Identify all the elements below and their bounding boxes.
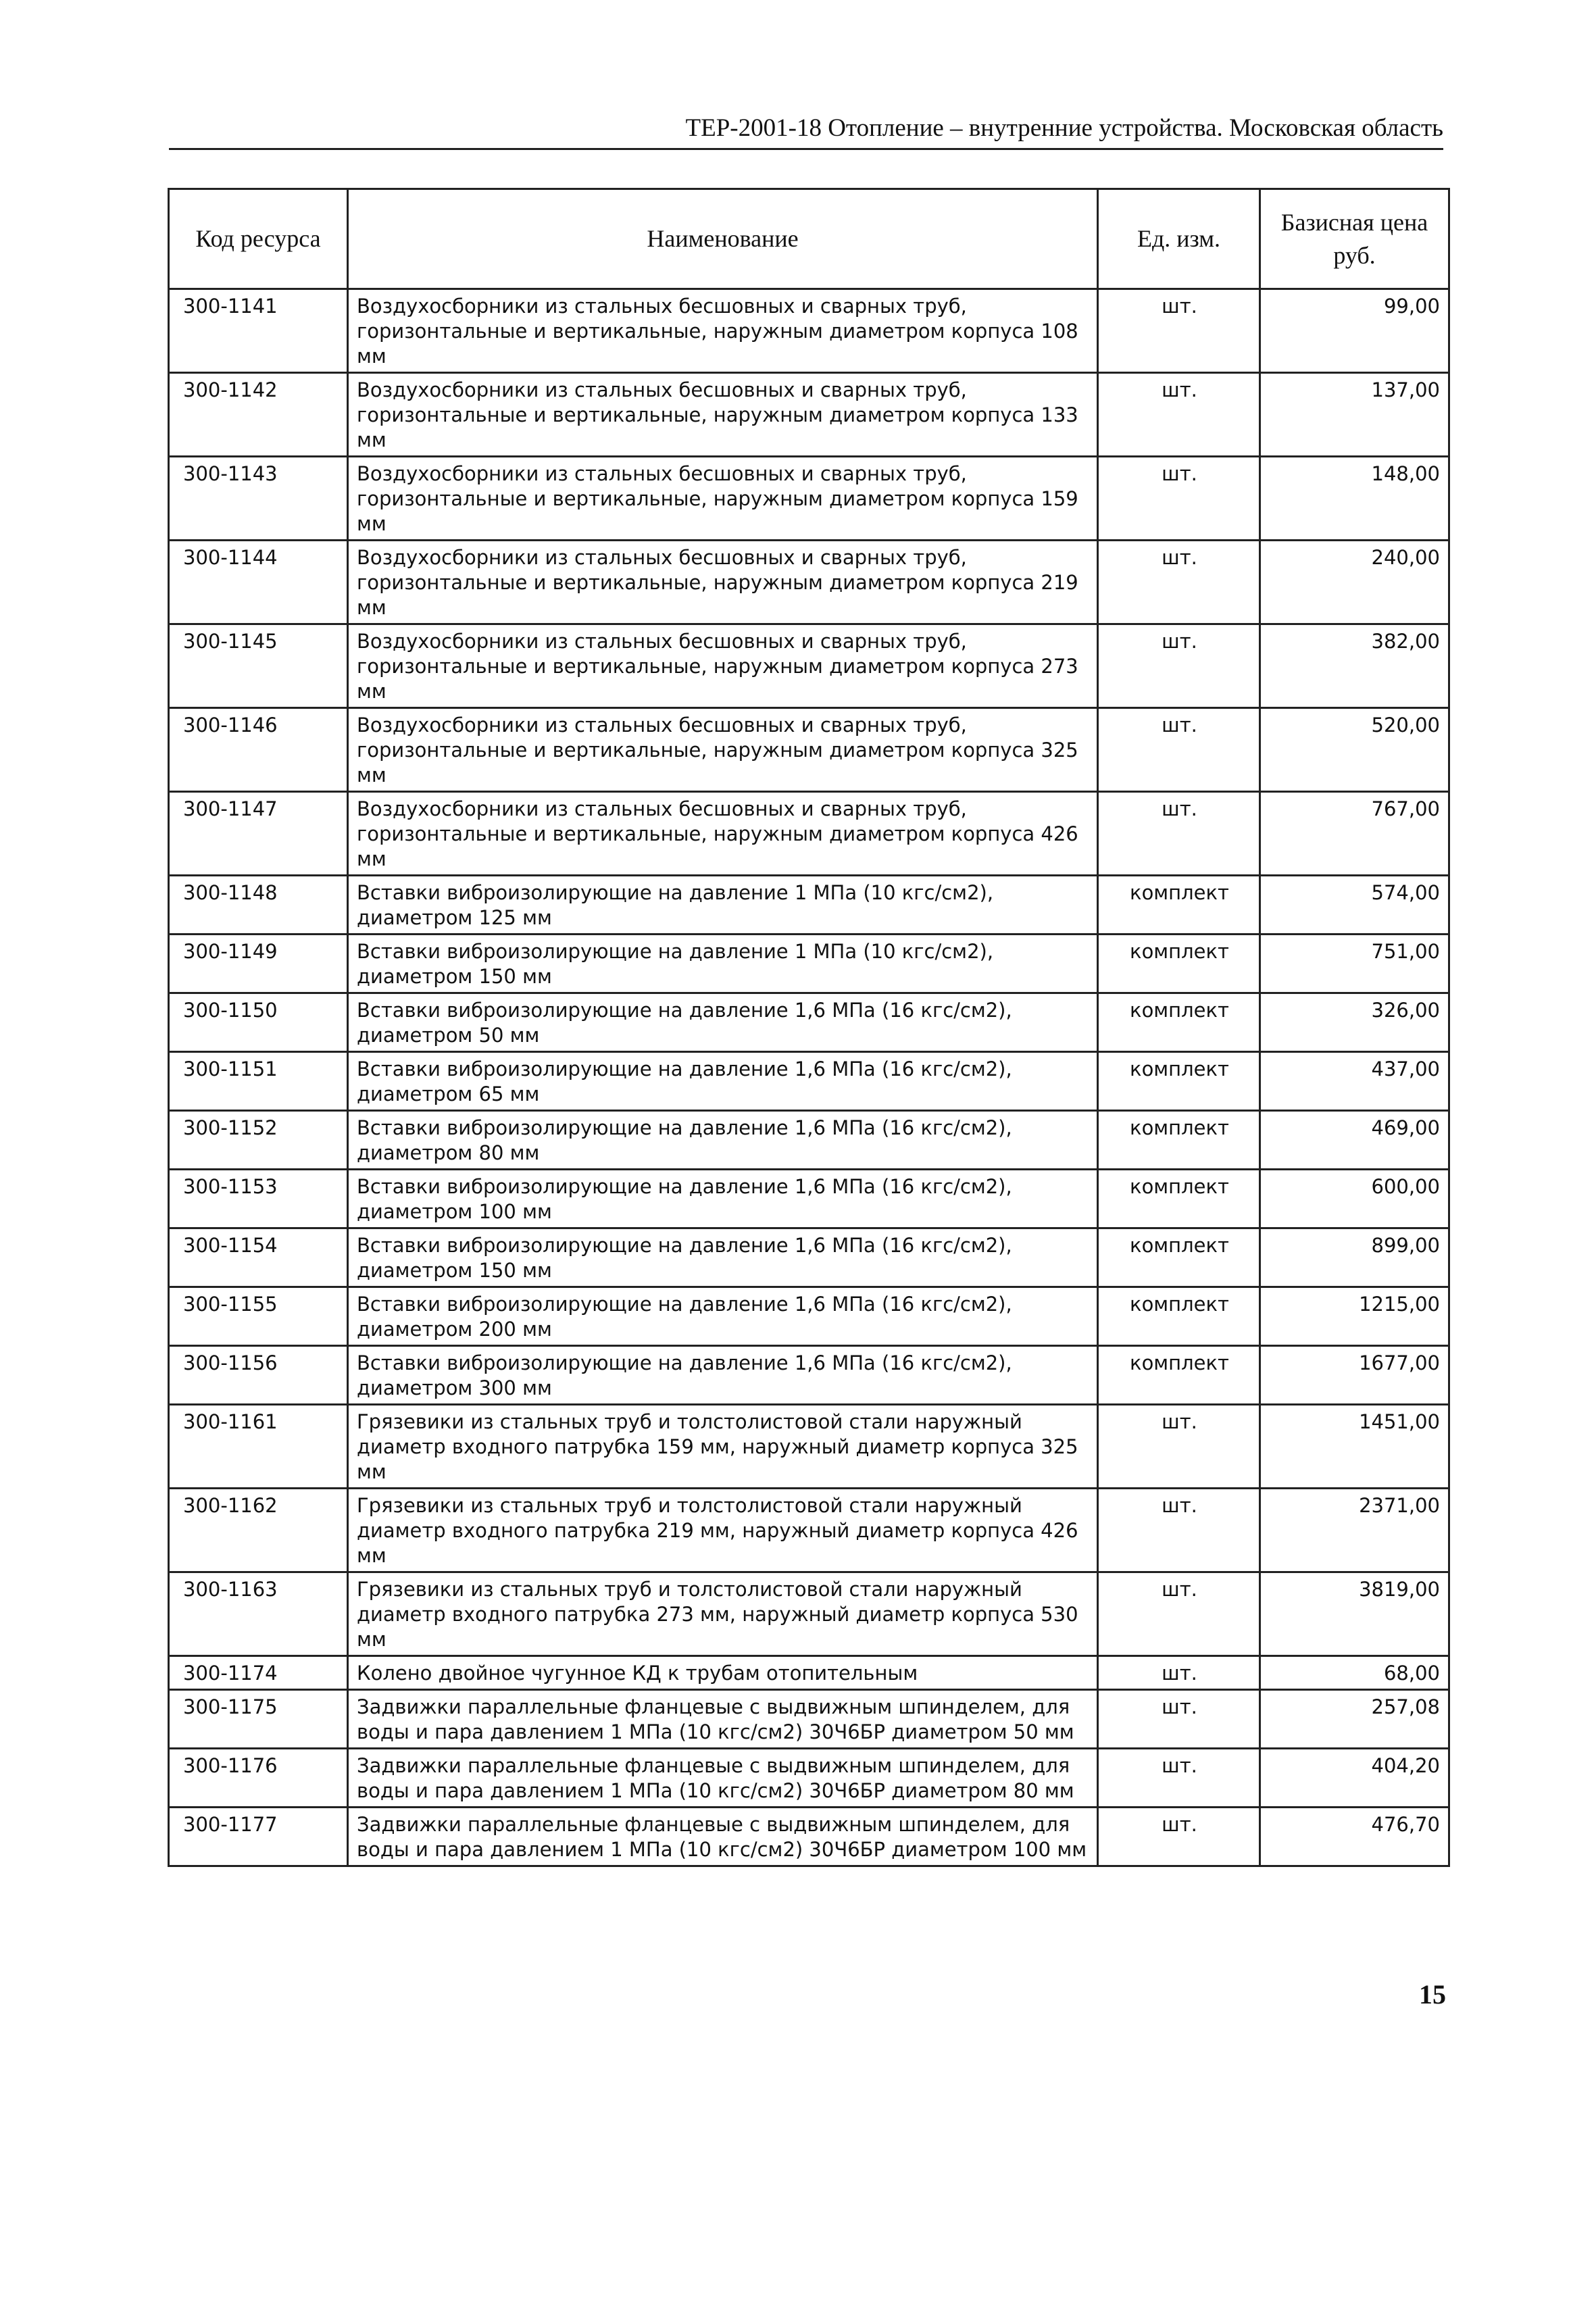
resource-code-cell: 300-1152 <box>169 1111 348 1170</box>
table-row <box>169 1228 1449 1287</box>
table-row <box>169 1111 1449 1170</box>
resource-name-cell: Вставки виброизолирующие на давление 1,6 МПа (16 кгс/см2), диаметром 100 мм <box>348 1170 1098 1228</box>
resource-code-cell: 300-1176 <box>169 1749 348 1808</box>
unit-cell: комплект <box>1098 1111 1260 1170</box>
column-header-code: Код ресурса <box>169 189 348 289</box>
unit-cell: шт. <box>1098 1690 1260 1749</box>
resource-code-cell: 300-1155 <box>169 1287 348 1346</box>
resource-code-cell: 300-1161 <box>169 1405 348 1489</box>
table-row <box>169 1170 1449 1228</box>
unit-cell: шт. <box>1098 457 1260 541</box>
unit-cell: комплект <box>1098 1052 1260 1111</box>
price-cell: 1451,00 <box>1260 1405 1449 1489</box>
table-row <box>169 1405 1449 1489</box>
resource-name-cell: Воздухосборники из стальных бесшовных и сварных труб, горизонтальные и вертикальные, наружным диаметром корпуса 219 мм <box>348 541 1098 624</box>
table-row <box>169 1287 1449 1346</box>
unit-cell: комплект <box>1098 935 1260 993</box>
price-cell: 3819,00 <box>1260 1572 1449 1656</box>
price-cell: 382,00 <box>1260 624 1449 708</box>
unit-cell: шт. <box>1098 708 1260 792</box>
resource-code-cell: 300-1156 <box>169 1346 348 1405</box>
table-header-row <box>169 189 1449 289</box>
unit-cell: шт. <box>1098 289 1260 373</box>
price-cell: 148,00 <box>1260 457 1449 541</box>
resource-name-cell: Воздухосборники из стальных бесшовных и сварных труб, горизонтальные и вертикальные, наружным диаметром корпуса 133 мм <box>348 373 1098 457</box>
resource-name-cell: Задвижки параллельные фланцевые с выдвижным шпинделем, для воды и пара давлением 1 МПа (10 кгс/см2) 30Ч6БР диаметром 100 мм <box>348 1808 1098 1866</box>
resource-code-cell: 300-1144 <box>169 541 348 624</box>
resource-name-cell: Вставки виброизолирующие на давление 1,6 МПа (16 кгс/см2), диаметром 65 мм <box>348 1052 1098 1111</box>
unit-cell: комплект <box>1098 1346 1260 1405</box>
price-cell: 257,08 <box>1260 1690 1449 1749</box>
price-cell: 68,00 <box>1260 1656 1449 1690</box>
resource-code-cell: 300-1174 <box>169 1656 348 1690</box>
table-row <box>169 993 1449 1052</box>
resource-name-cell: Воздухосборники из стальных бесшовных и сварных труб, горизонтальные и вертикальные, наружным диаметром корпуса 108 мм <box>348 289 1098 373</box>
price-cell: 600,00 <box>1260 1170 1449 1228</box>
unit-cell: комплект <box>1098 876 1260 935</box>
resource-name-cell: Вставки виброизолирующие на давление 1,6 МПа (16 кгс/см2), диаметром 50 мм <box>348 993 1098 1052</box>
price-cell: 574,00 <box>1260 876 1449 935</box>
column-header-price: Базисная цена руб. <box>1260 189 1449 289</box>
resource-name-cell: Вставки виброизолирующие на давление 1,6 МПа (16 кгс/см2), диаметром 300 мм <box>348 1346 1098 1405</box>
resource-name-cell: Воздухосборники из стальных бесшовных и сварных труб, горизонтальные и вертикальные, наружным диаметром корпуса 273 мм <box>348 624 1098 708</box>
resource-name-cell: Задвижки параллельные фланцевые с выдвижным шпинделем, для воды и пара давлением 1 МПа (10 кгс/см2) 30Ч6БР диаметром 50 мм <box>348 1690 1098 1749</box>
resource-name-cell: Вставки виброизолирующие на давление 1 МПа (10 кгс/см2), диаметром 125 мм <box>348 876 1098 935</box>
price-cell: 326,00 <box>1260 993 1449 1052</box>
table-row <box>169 373 1449 457</box>
resource-code-cell: 300-1142 <box>169 373 348 457</box>
price-cell: 240,00 <box>1260 541 1449 624</box>
resource-name-cell: Грязевики из стальных труб и толстолистовой стали наружный диаметр входного патрубка 273 мм, наружный диаметр корпуса 530 мм <box>348 1572 1098 1656</box>
page-header: ТЕР-2001-18 Отопление – внутренние устройства. Московская область <box>169 114 1443 150</box>
price-cell: 1677,00 <box>1260 1346 1449 1405</box>
page-number: 15 <box>1419 1979 1446 2010</box>
table-row <box>169 935 1449 993</box>
unit-cell: шт. <box>1098 1572 1260 1656</box>
table-row <box>169 876 1449 935</box>
table-row <box>169 792 1449 876</box>
resource-name-cell: Вставки виброизолирующие на давление 1,6 МПа (16 кгс/см2), диаметром 200 мм <box>348 1287 1098 1346</box>
resource-code-cell: 300-1153 <box>169 1170 348 1228</box>
unit-cell: шт. <box>1098 1489 1260 1572</box>
resource-name-cell: Вставки виброизолирующие на давление 1,6 МПа (16 кгс/см2), диаметром 80 мм <box>348 1111 1098 1170</box>
table-row <box>169 289 1449 373</box>
unit-cell: шт. <box>1098 624 1260 708</box>
table-row <box>169 1346 1449 1405</box>
table-row <box>169 1572 1449 1656</box>
unit-cell: шт. <box>1098 1749 1260 1808</box>
resource-code-cell: 300-1177 <box>169 1808 348 1866</box>
resource-name-cell: Воздухосборники из стальных бесшовных и сварных труб, горизонтальные и вертикальные, наружным диаметром корпуса 325 мм <box>348 708 1098 792</box>
unit-cell: комплект <box>1098 993 1260 1052</box>
table-row <box>169 541 1449 624</box>
resource-code-cell: 300-1146 <box>169 708 348 792</box>
unit-cell: комплект <box>1098 1228 1260 1287</box>
resource-code-cell: 300-1163 <box>169 1572 348 1656</box>
resource-code-cell: 300-1141 <box>169 289 348 373</box>
resource-code-cell: 300-1150 <box>169 993 348 1052</box>
price-cell: 476,70 <box>1260 1808 1449 1866</box>
column-header-unit: Ед. изм. <box>1098 189 1260 289</box>
resource-code-cell: 300-1148 <box>169 876 348 935</box>
resource-name-cell: Вставки виброизолирующие на давление 1,6 МПа (16 кгс/см2), диаметром 150 мм <box>348 1228 1098 1287</box>
table-row <box>169 708 1449 792</box>
table-row <box>169 1489 1449 1572</box>
resource-name-cell: Вставки виброизолирующие на давление 1 МПа (10 кгс/см2), диаметром 150 мм <box>348 935 1098 993</box>
unit-cell: шт. <box>1098 1808 1260 1866</box>
price-cell: 899,00 <box>1260 1228 1449 1287</box>
price-cell: 404,20 <box>1260 1749 1449 1808</box>
resource-code-cell: 300-1162 <box>169 1489 348 1572</box>
unit-cell: шт. <box>1098 541 1260 624</box>
resource-code-cell: 300-1147 <box>169 792 348 876</box>
table-row <box>169 1656 1449 1690</box>
unit-cell: шт. <box>1098 373 1260 457</box>
resource-code-cell: 300-1154 <box>169 1228 348 1287</box>
resource-name-cell: Задвижки параллельные фланцевые с выдвижным шпинделем, для воды и пара давлением 1 МПа (10 кгс/см2) 30Ч6БР диаметром 80 мм <box>348 1749 1098 1808</box>
resource-code-cell: 300-1143 <box>169 457 348 541</box>
unit-cell: шт. <box>1098 1405 1260 1489</box>
resource-name-cell: Воздухосборники из стальных бесшовных и сварных труб, горизонтальные и вертикальные, наружным диаметром корпуса 426 мм <box>348 792 1098 876</box>
resource-name-cell: Воздухосборники из стальных бесшовных и сварных труб, горизонтальные и вертикальные, наружным диаметром корпуса 159 мм <box>348 457 1098 541</box>
price-cell: 767,00 <box>1260 792 1449 876</box>
price-cell: 469,00 <box>1260 1111 1449 1170</box>
resource-name-cell: Колено двойное чугунное КД к трубам отопительным <box>348 1656 1098 1690</box>
table-row <box>169 624 1449 708</box>
table-row <box>169 457 1449 541</box>
unit-cell: комплект <box>1098 1287 1260 1346</box>
price-cell: 1215,00 <box>1260 1287 1449 1346</box>
price-cell: 99,00 <box>1260 289 1449 373</box>
unit-cell: шт. <box>1098 1656 1260 1690</box>
resource-code-cell: 300-1149 <box>169 935 348 993</box>
table-row <box>169 1690 1449 1749</box>
resource-name-cell: Грязевики из стальных труб и толстолистовой стали наружный диаметр входного патрубка 219 мм, наружный диаметр корпуса 426 мм <box>348 1489 1098 1572</box>
table-row <box>169 1808 1449 1866</box>
price-cell: 751,00 <box>1260 935 1449 993</box>
price-cell: 2371,00 <box>1260 1489 1449 1572</box>
price-cell: 137,00 <box>1260 373 1449 457</box>
resource-code-cell: 300-1145 <box>169 624 348 708</box>
price-cell: 520,00 <box>1260 708 1449 792</box>
table-row <box>169 1749 1449 1808</box>
price-cell: 437,00 <box>1260 1052 1449 1111</box>
resource-name-cell: Грязевики из стальных труб и толстолистовой стали наружный диаметр входного патрубка 159 мм, наружный диаметр корпуса 325 мм <box>348 1405 1098 1489</box>
resource-price-table <box>168 188 1450 1867</box>
column-header-name: Наименование <box>348 189 1098 289</box>
unit-cell: шт. <box>1098 792 1260 876</box>
resource-code-cell: 300-1151 <box>169 1052 348 1111</box>
resource-code-cell: 300-1175 <box>169 1690 348 1749</box>
table-row <box>169 1052 1449 1111</box>
unit-cell: комплект <box>1098 1170 1260 1228</box>
